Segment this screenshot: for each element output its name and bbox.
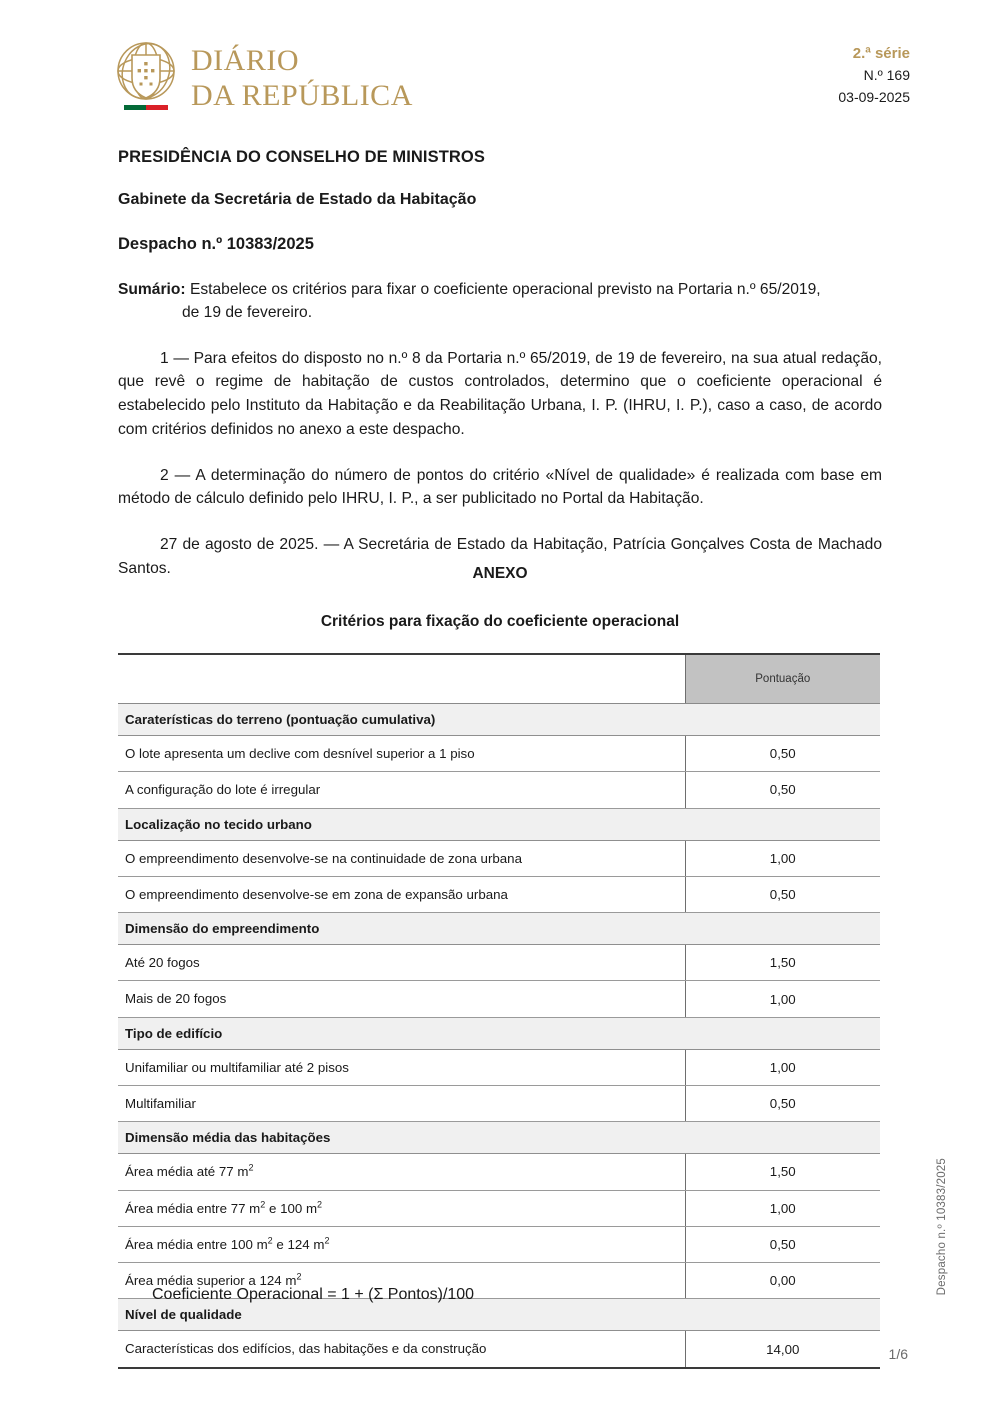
table-group-row xyxy=(118,808,880,840)
group-label: Caraterísticas do terreno (pontuação cumulativa) xyxy=(118,704,880,736)
office-title: Gabinete da Secretária de Estado da Habitação xyxy=(118,191,477,208)
formula-text: Coeficiente Operacional = 1 + (Σ Pontos)/100 xyxy=(152,1286,475,1303)
criterion-label: Área média entre 100 $m^2$ e 124 $m^2$ xyxy=(118,1226,685,1262)
table-row xyxy=(118,945,880,981)
table-group-row xyxy=(118,704,880,736)
side-reference: Despacho n.º 10383/2025 xyxy=(936,1158,948,1296)
summary-label: Sumário: xyxy=(118,281,186,298)
criterion-score: 1,00 xyxy=(685,1190,880,1226)
issue-date: 03-09-2025 xyxy=(838,88,910,105)
brand-line-2: DA REPÚBLICA xyxy=(191,78,413,112)
table-header-row xyxy=(118,654,880,704)
table-row xyxy=(118,1226,880,1262)
brand-logo xyxy=(115,40,413,116)
table-row xyxy=(118,1190,880,1226)
criterion-label: Até 20 fogos xyxy=(118,945,685,981)
criteria-table xyxy=(118,653,880,1369)
column-header-pontuacao: Pontuação xyxy=(685,654,880,704)
table-group-row xyxy=(118,913,880,945)
annex-heading: ANEXO xyxy=(472,565,528,582)
criterion-score: 1,00 xyxy=(685,981,880,1017)
signature-paragraph: 27 de agosto de 2025. — A Secretária de Estado da Habitação, Patrícia Gonçalves Costa de Machado Santos. xyxy=(118,535,882,577)
table-row xyxy=(118,772,880,808)
criterion-label: Unifamiliar ou multifamiliar até 2 pisos xyxy=(118,1049,685,1085)
table-row xyxy=(118,840,880,876)
table-group-row xyxy=(118,1122,880,1154)
criterion-score: 0,50 xyxy=(685,772,880,808)
criterion-score: 1,50 xyxy=(685,1154,880,1190)
table-body xyxy=(118,704,880,1368)
criterion-label: O empreendimento desenvolve-se em zona de expansão urbana xyxy=(118,876,685,912)
masthead xyxy=(0,0,1000,130)
issue-number: N.º 169 xyxy=(863,67,910,84)
annex-section xyxy=(118,565,882,1369)
table-row xyxy=(118,876,880,912)
criterion-score: 0,50 xyxy=(685,736,880,772)
table-row xyxy=(118,1154,880,1190)
series-label: 2.ª série xyxy=(852,45,910,62)
summary-text-line-2: de 19 de fevereiro. xyxy=(182,304,313,322)
criterion-score: 1,00 xyxy=(685,1049,880,1085)
group-label: Localização no tecido urbano xyxy=(118,808,880,840)
annex-subheading: Critérios para fixação do coeficiente operacional xyxy=(320,613,680,630)
page-number: 1/6 xyxy=(888,1346,908,1362)
criterion-score: 0,00 xyxy=(685,1263,880,1299)
table-row xyxy=(118,1085,880,1121)
group-label: Dimensão média das habitações xyxy=(118,1122,880,1154)
masthead-meta xyxy=(838,42,910,109)
criterion-label: Área média superior a 124 $m^2$ xyxy=(118,1263,685,1299)
paragraph-2: 2 — A determinação do número de pontos do critério «Nível de qualidade» é realizada com base em método de cálculo definido pelo IHRU, I. P., a ser publicitado no Portal da Habitação. xyxy=(118,466,882,508)
summary-text-line-1: Estabelece os critérios para fixar o coeficiente operacional previsto na Portaria n.º 65/2019, xyxy=(189,281,821,298)
group-label: Dimensão do empreendimento xyxy=(118,913,880,945)
group-label: Tipo de edifício xyxy=(118,1017,880,1049)
table-row xyxy=(118,1331,880,1368)
table-head xyxy=(118,654,880,704)
table-row xyxy=(118,981,880,1017)
armillary-sphere-shield-emblem xyxy=(115,40,177,116)
criterion-label: Área média até 77 $m^2$ xyxy=(118,1154,685,1190)
organization-title: PRESIDÊNCIA DO CONSELHO DE MINISTROS xyxy=(118,148,485,166)
criterion-label: O lote apresenta um declive com desnível superior a 1 piso xyxy=(118,736,685,772)
document-body xyxy=(118,148,882,580)
criterion-score: 1,00 xyxy=(685,840,880,876)
criterion-score: 0,50 xyxy=(685,1226,880,1262)
criterion-label: Características dos edifícios, das habitações e da construção xyxy=(118,1331,685,1368)
table-group-row xyxy=(118,1017,880,1049)
criterion-score: 0,50 xyxy=(685,876,880,912)
criterion-label: Multifamiliar xyxy=(118,1085,685,1121)
criterion-label: Área média entre 77 $m^2$ e 100 $m^2$ xyxy=(118,1190,685,1226)
criterion-score: 1,50 xyxy=(685,945,880,981)
brand-line-1: DIÁRIO xyxy=(191,44,299,77)
group-label: Nível de qualidade xyxy=(118,1299,880,1331)
criterion-label: O empreendimento desenvolve-se na continuidade de zona urbana xyxy=(118,840,685,876)
criterion-label: A configuração do lote é irregular xyxy=(118,772,685,808)
column-header-criteria xyxy=(118,654,685,704)
criterion-score: 14,00 xyxy=(685,1331,880,1368)
brand-wordmark xyxy=(191,40,413,114)
summary-block xyxy=(118,278,882,325)
page-title: Despacho n.º 10383/2025 xyxy=(118,235,314,253)
table-row xyxy=(118,736,880,772)
criterion-label: Mais de 20 fogos xyxy=(118,981,685,1017)
table-row xyxy=(118,1049,880,1085)
paragraph-1: 1 — Para efeitos do disposto no n.º 8 da Portaria n.º 65/2019, de 19 de fevereiro, na sua atual redação, que revê o regime de habitação de custos controlados, determino que o coeficiente operacional é estabelecido pelo Instituto da Habitação e da Reabilitação Urbana, I. P. (IHRU, I. P.), caso a caso, de acordo com critérios definidos no anexo a este despacho. xyxy=(118,349,882,438)
criterion-score: 0,50 xyxy=(685,1085,880,1121)
